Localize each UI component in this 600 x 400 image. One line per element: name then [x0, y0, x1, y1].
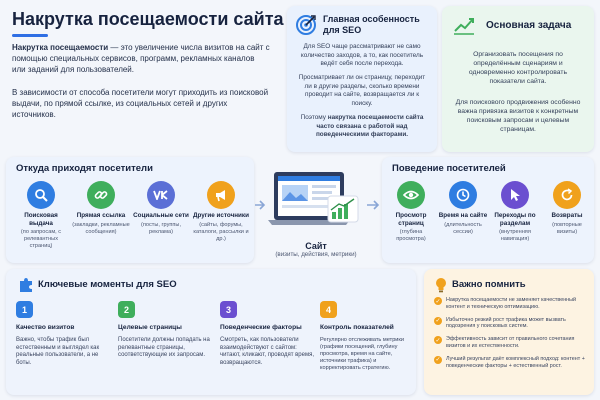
list-item: [434, 336, 588, 350]
moment-text: Важно, чтобы трафик был естественным и выглядел как реальные пользователи, а не боты.: [16, 337, 100, 366]
source-label: Прямая ссылка: [76, 212, 126, 219]
check-icon: ✓: [435, 298, 441, 305]
behavior-sub: (внутренняя навигация): [499, 229, 531, 242]
moment-text: Регулярно отслеживать метрики (графики посещений, глубину просмотра, время на сайте, источники трафика) и корректировать стратегию.: [320, 337, 404, 371]
site-title: Сайт: [305, 241, 327, 251]
source-label: Другие источники: [193, 212, 249, 219]
check-icon: ✓: [435, 357, 441, 364]
behavior-item-returns: [542, 181, 592, 236]
behavior-item-time: [438, 181, 488, 236]
moment-title: Контроль показателей: [320, 324, 394, 331]
moment-card-3: [220, 301, 316, 367]
source-item-social: [132, 181, 190, 236]
target-icon: [295, 14, 317, 41]
megaphone-icon: [207, 181, 235, 209]
return-icon: [553, 181, 581, 209]
list-item: [434, 317, 588, 331]
feature-card-text-3-start: Поэтому: [300, 114, 328, 121]
source-sub: (закладки, рекламные сообщения): [72, 221, 130, 235]
moments-panel: [6, 269, 416, 395]
moments-title: Ключевые моменты для SEO: [38, 279, 177, 290]
remember-text: Избыточно резкий рост трафика может вызвать подозрения у поисковых систем.: [446, 316, 566, 330]
moment-number: 2: [118, 301, 135, 318]
sources-panel: [6, 157, 254, 263]
source-item-direct: [72, 181, 130, 236]
moment-card-4: [320, 301, 410, 372]
feature-card-text-1: Для SEO чаще рассматривают не само количество заходов, а то, как посетитель ведёт себя после перехода.: [300, 43, 424, 68]
behavior-label: Возвраты: [551, 212, 583, 219]
behavior-sub: (глубина просмотра): [396, 229, 426, 242]
moment-number: 4: [320, 301, 337, 318]
list-item: [434, 297, 588, 311]
site-sub: (визиты, действия, метрики): [275, 251, 357, 258]
behavior-label: Переходы по разделам: [494, 212, 536, 227]
moment-title: Целевые страницы: [118, 324, 182, 331]
moment-card-2: [118, 301, 214, 360]
growth-chart-icon: [452, 16, 476, 41]
intro-bold-term: Накрутка посещаемости: [12, 43, 109, 52]
behavior-panel: [382, 157, 594, 263]
moment-title: Поведенческие факторы: [220, 324, 302, 331]
source-item-other: [192, 181, 250, 243]
list-item: [434, 356, 588, 370]
task-card-text-1: Организовать посещения по определённым сценариям и одновременно контролировать показатели сайта.: [468, 51, 568, 85]
intro-text: — это увеличение числа визитов на сайт с помощью специальных сервисов, программ, рекламных каналов или заданий для пользователей.: [12, 43, 270, 74]
cursor-icon: [501, 181, 529, 209]
behavior-item-views: [386, 181, 436, 243]
source-sub: (посты, группы, реклама): [140, 221, 181, 235]
behavior-sub: (повторные визиты): [552, 221, 582, 235]
search-icon: [27, 181, 55, 209]
moment-title: Качество визитов: [16, 324, 75, 331]
source-item-search: [12, 181, 70, 250]
site-caption: [268, 241, 364, 258]
sources-title: Откуда приходят посетители: [16, 163, 153, 174]
remember-text: Лучший результат даёт комплексный подход: контент + поведенческие факторы + естественный рост.: [446, 355, 585, 369]
source-sub: (по запросам, с релевантных страниц): [20, 229, 62, 249]
moment-number: 3: [220, 301, 237, 318]
behavior-label: Время на сайте: [438, 212, 488, 219]
eye-icon: [397, 181, 425, 209]
page-title: Накрутка посещаемости сайта: [12, 9, 284, 29]
task-card: [442, 6, 594, 152]
remember-title: Важно помнить: [452, 279, 526, 290]
intro-paragraph: [12, 42, 270, 75]
title-underline: [12, 34, 48, 37]
moment-text: Смотреть, как пользователи взаимодействуют с сайтом: читают, кликают, проводят время, возвращаются.: [220, 337, 315, 366]
lightbulb-icon: [434, 277, 448, 298]
link-icon: [87, 181, 115, 209]
feature-card-title: Главная особенность для SEO: [323, 14, 420, 35]
remember-panel: [424, 269, 594, 395]
task-card-title: Основная задача: [486, 20, 572, 31]
source-label: Поисковая выдача: [24, 212, 58, 227]
moment-text: Посетители должны попадать на релевантные страницы, соответствующие их запросам.: [118, 337, 210, 359]
feature-card: [287, 6, 437, 152]
remember-text: Эффективность зависит от правильного сочетания визитов и их естественности.: [446, 336, 575, 349]
task-card-text-2: Для поискового продвижения особенно важна привязка визитов к конкретным поисковым запросам и целевым страницам.: [455, 99, 581, 133]
intro-paragraph-2: В зависимости от способа посетители могут приходить из поисковой выдачи, по прямой ссылке, из социальных сетей и других источников.: [12, 88, 269, 119]
clock-icon: [449, 181, 477, 209]
feature-card-text-3-bold: накрутка посещаемости сайта часто связана с работой над поведенческими факторами.: [315, 114, 424, 139]
remember-list: [434, 297, 588, 369]
source-sub: (сайты, форумы, каталоги, рассылки и др.): [193, 221, 249, 242]
behavior-item-navigation: [490, 181, 540, 243]
behavior-label: Просмотр страниц: [395, 212, 427, 227]
check-icon: ✓: [435, 318, 441, 325]
source-label: Социальные сети: [133, 212, 189, 219]
moment-number: 1: [16, 301, 33, 318]
behavior-title: Поведение посетителей: [392, 163, 506, 174]
vk-icon: [147, 181, 175, 209]
arrow-right-icon: [254, 198, 266, 216]
moment-card-1: [16, 301, 112, 367]
feature-card-text-2: Просматривает ли он страницу, переходит ли в другие разделы, сколько времени проводит на сайте, возвращается ли к поиску.: [298, 74, 426, 107]
feature-card-text-3: [295, 114, 429, 140]
behavior-sub: (длительность сессии): [444, 221, 482, 235]
puzzle-icon: [18, 277, 34, 298]
remember-text: Накрутка посещаемости не заменяет качественный контент и техническую оптимизацию.: [446, 297, 577, 310]
check-icon: ✓: [435, 337, 441, 344]
arrow-right-icon: [366, 198, 380, 216]
laptop-icon: [268, 170, 364, 241]
